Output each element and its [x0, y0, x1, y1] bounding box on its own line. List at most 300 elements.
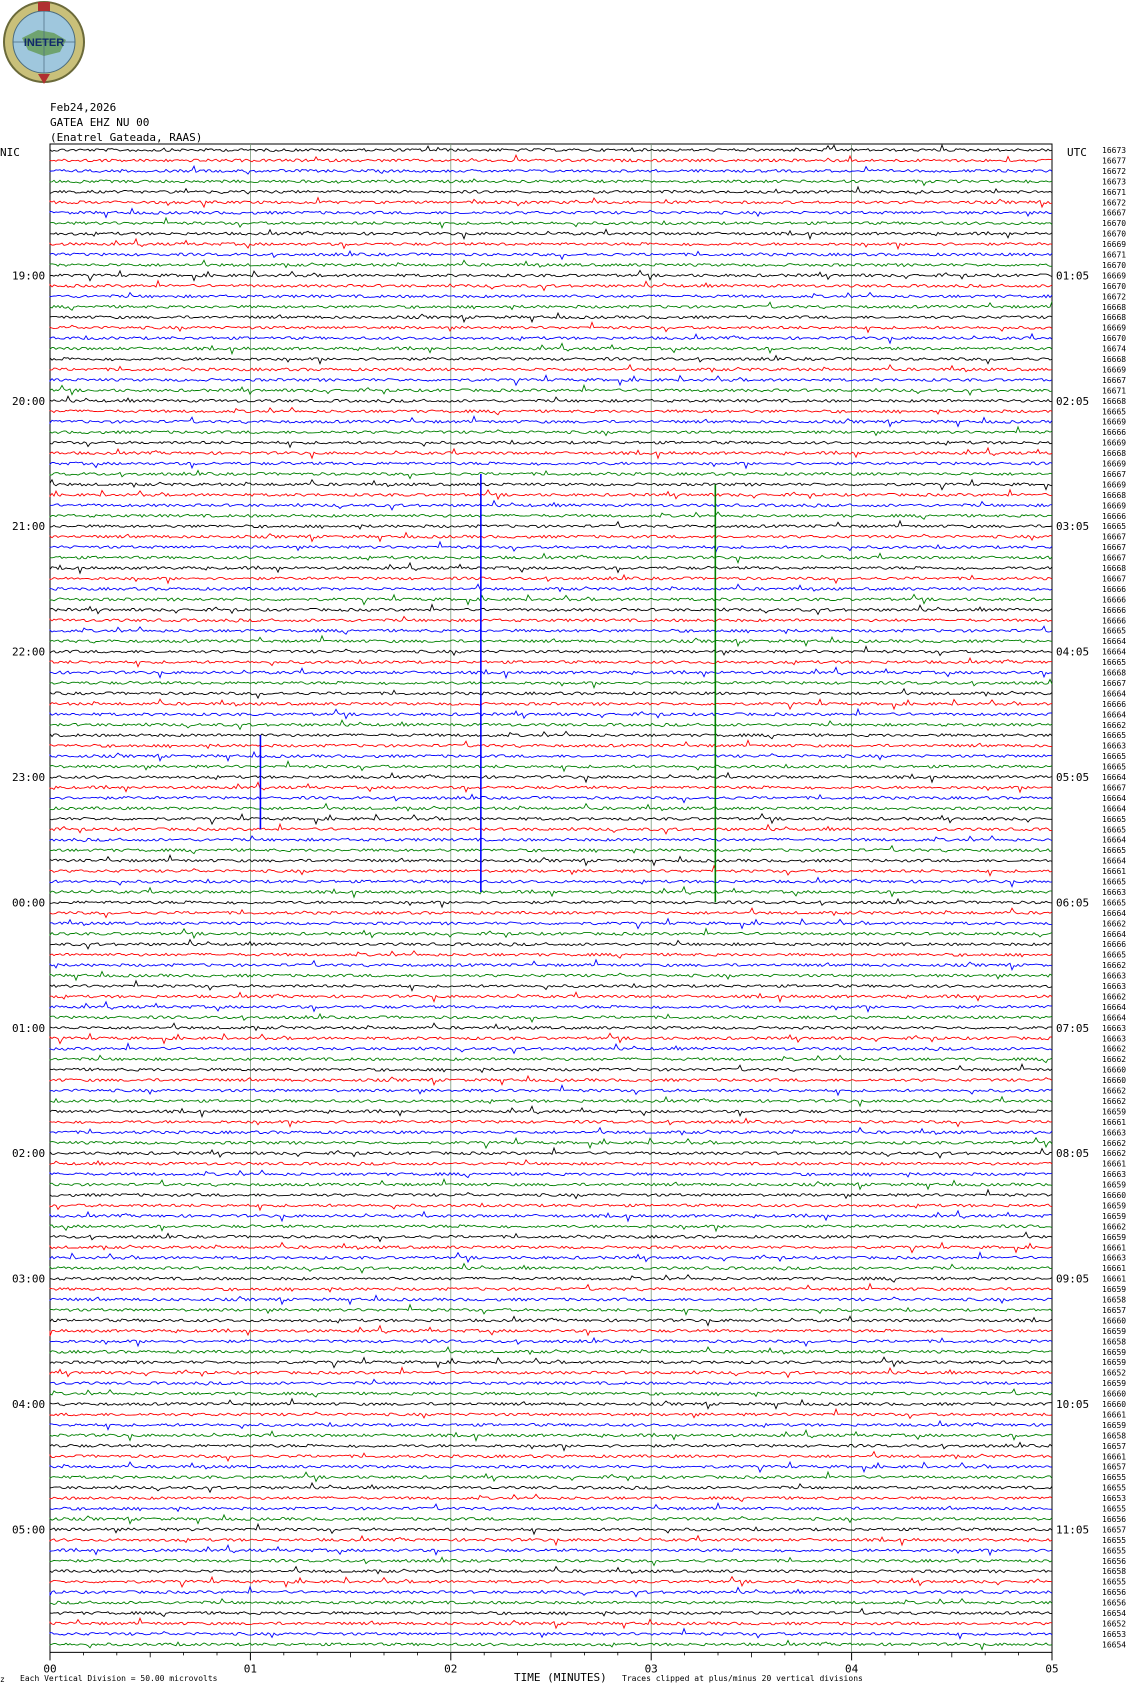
trace-level-value: 16669 — [1102, 240, 1127, 250]
left-time-label: 03:00 — [12, 1272, 46, 1286]
trace-level-value: 16662 — [1102, 1222, 1127, 1232]
trace-level-value: 16662 — [1102, 720, 1127, 730]
trace-level-value: 16672 — [1102, 292, 1127, 302]
seismic-trace — [50, 1347, 1052, 1354]
seismic-trace — [50, 198, 1052, 208]
trace-level-value: 16659 — [1102, 1420, 1127, 1430]
seismic-trace — [50, 804, 1052, 811]
seismic-trace — [50, 1253, 1052, 1263]
trace-level-value: 16671 — [1102, 187, 1127, 197]
trace-level-value: 16652 — [1102, 1619, 1127, 1629]
trace-level-value: 16668 — [1102, 313, 1127, 323]
trace-level-value: 16666 — [1102, 584, 1127, 594]
trace-level-value: 16665 — [1102, 846, 1127, 856]
seismic-trace — [50, 1503, 1052, 1511]
trace-level-value: 16664 — [1102, 929, 1127, 939]
trace-level-value: 16664 — [1102, 856, 1127, 866]
trace-level-value: 16665 — [1102, 825, 1127, 835]
seismic-trace — [50, 575, 1052, 583]
seismic-trace — [50, 270, 1052, 280]
trace-level-value: 16667 — [1102, 553, 1127, 563]
seismic-trace — [50, 179, 1052, 186]
trace-level-value: 16668 — [1102, 302, 1127, 312]
trace-level-value: 16656 — [1102, 1588, 1127, 1598]
seismic-trace — [50, 145, 1052, 151]
seismic-trace — [50, 824, 1052, 834]
trace-level-value: 16669 — [1102, 459, 1127, 469]
seismic-trace — [50, 1515, 1052, 1524]
seismic-trace — [50, 440, 1052, 447]
trace-level-value: 16670 — [1102, 229, 1127, 239]
seismic-trace — [50, 1160, 1052, 1166]
seismic-trace — [50, 699, 1052, 709]
trace-level-value: 16665 — [1102, 877, 1127, 887]
seismic-trace — [50, 1225, 1052, 1231]
x-tick-label: 04 — [844, 1662, 859, 1676]
seismic-trace — [50, 396, 1052, 403]
seismic-trace — [50, 218, 1052, 228]
seismic-trace — [50, 356, 1052, 364]
x-tick-label: 00 — [43, 1662, 57, 1676]
trace-level-value: 16658 — [1102, 1431, 1127, 1441]
trace-level-value: 16667 — [1102, 532, 1127, 542]
seismic-trace — [50, 480, 1052, 490]
trace-level-value: 16665 — [1102, 762, 1127, 772]
trace-level-value: 16667 — [1102, 543, 1127, 553]
seismic-trace — [50, 878, 1052, 887]
trace-level-value: 16660 — [1102, 1076, 1127, 1086]
seismic-trace — [50, 1044, 1052, 1054]
trace-level-value: 16660 — [1102, 1316, 1127, 1326]
trace-level-value: 16657 — [1102, 1462, 1127, 1472]
seismic-trace — [50, 427, 1052, 436]
seismic-trace — [50, 795, 1052, 803]
seismic-trace — [50, 1368, 1052, 1378]
trace-level-value: 16670 — [1102, 281, 1127, 291]
trace-level-value: 16670 — [1102, 260, 1127, 270]
trace-level-value: 16662 — [1102, 1096, 1127, 1106]
trace-level-value: 16669 — [1102, 501, 1127, 511]
trace-level-value: 16663 — [1102, 1023, 1127, 1033]
trace-level-value: 16662 — [1102, 961, 1127, 971]
seismic-trace — [50, 1097, 1052, 1106]
seismic-trace — [50, 709, 1052, 719]
trace-level-value: 16655 — [1102, 1473, 1127, 1483]
seismic-trace — [50, 251, 1052, 259]
seismic-trace — [50, 1536, 1052, 1545]
seismic-trace — [50, 594, 1052, 604]
trace-level-value: 16663 — [1102, 1034, 1127, 1044]
trace-level-value: 16660 — [1102, 1191, 1127, 1200]
trace-level-value: 16659 — [1102, 1347, 1127, 1357]
seismic-trace — [50, 1264, 1052, 1273]
trace-level-value: 16669 — [1102, 365, 1127, 375]
location-label: (Enatrel Gateada, RAAS) — [50, 131, 203, 144]
trace-level-value: 16666 — [1102, 511, 1127, 521]
seismic-trace — [50, 462, 1052, 468]
seismic-trace — [50, 866, 1052, 876]
trace-level-value: 16659 — [1102, 1358, 1127, 1368]
seismic-trace — [50, 1076, 1052, 1085]
trace-level-value: 16659 — [1102, 1180, 1127, 1190]
trace-level-value: 16659 — [1102, 1326, 1127, 1336]
trace-level-value: 16655 — [1102, 1535, 1127, 1545]
seismic-trace — [50, 385, 1052, 395]
trace-level-value: 16659 — [1102, 1201, 1127, 1211]
trace-level-value: 16659 — [1102, 1211, 1127, 1221]
trace-level-value: 16667 — [1102, 574, 1127, 584]
trace-level-value: 16659 — [1102, 1379, 1127, 1389]
seismic-trace — [50, 720, 1052, 729]
trace-level-value: 16662 — [1102, 1138, 1127, 1148]
trace-level-value: 16666 — [1102, 616, 1127, 626]
seismic-trace — [50, 239, 1052, 249]
trace-level-value: 16663 — [1102, 741, 1127, 751]
clip-note: Traces clipped at plus/minus 20 vertical divisions — [622, 1674, 863, 1683]
seismic-trace — [50, 448, 1052, 458]
trace-level-value: 16658 — [1102, 1337, 1127, 1347]
seismic-trace — [50, 1064, 1052, 1072]
seismic-trace — [50, 1389, 1052, 1397]
seismic-trace — [50, 1421, 1052, 1430]
trace-level-value: 16672 — [1102, 166, 1127, 176]
seismic-trace — [50, 1557, 1052, 1565]
trace-level-value: 16669 — [1102, 271, 1127, 281]
trace-level-value: 16670 — [1102, 219, 1127, 229]
trace-level-value: 16663 — [1102, 982, 1127, 991]
left-time-label: 00:00 — [12, 896, 46, 910]
seismic-trace — [50, 1316, 1052, 1325]
seismic-trace — [50, 1462, 1052, 1472]
seismic-trace — [50, 490, 1052, 499]
seismic-trace — [50, 1023, 1052, 1030]
trace-level-value: 16654 — [1102, 1640, 1127, 1650]
seismic-trace — [50, 1640, 1052, 1649]
seismic-trace — [50, 1232, 1052, 1241]
seismic-trace — [50, 293, 1052, 298]
seismic-trace — [50, 617, 1052, 623]
seismic-trace — [50, 992, 1052, 1001]
seismic-trace — [50, 1243, 1052, 1253]
seismic-trace — [50, 646, 1052, 655]
trace-level-value: 16665 — [1102, 731, 1127, 741]
seismic-trace — [50, 1033, 1052, 1043]
trace-level-value: 16666 — [1102, 428, 1127, 438]
station-label: GATEA EHZ NU 00 — [50, 116, 150, 129]
trace-level-value: 16661 — [1102, 1159, 1127, 1169]
right-time-label: 10:05 — [1056, 1398, 1090, 1411]
seismic-trace — [50, 960, 1052, 970]
seismic-trace — [50, 1379, 1052, 1385]
seismic-trace — [50, 1618, 1052, 1628]
seismic-trace — [50, 563, 1052, 573]
left-time-label: 05:00 — [12, 1523, 46, 1537]
seismic-trace — [50, 1399, 1052, 1409]
trace-level-value: 16674 — [1102, 344, 1127, 354]
trace-level-value: 16662 — [1102, 1149, 1127, 1159]
seismic-trace — [50, 1483, 1052, 1492]
trace-level-value: 16663 — [1102, 971, 1127, 981]
trace-level-value: 16661 — [1102, 1243, 1127, 1253]
trace-level-value: 16668 — [1102, 355, 1127, 364]
seismic-trace — [50, 1138, 1052, 1148]
right-time-label: 06:05 — [1056, 896, 1090, 910]
trace-level-value: 16664 — [1102, 647, 1127, 657]
trace-level-value: 16664 — [1102, 637, 1127, 647]
seismic-trace — [50, 1609, 1052, 1617]
x-axis-label: TIME (MINUTES) — [514, 1671, 607, 1684]
trace-level-value: 16672 — [1102, 198, 1127, 208]
seismic-trace — [50, 260, 1052, 267]
left-zone-label: NIC — [0, 146, 20, 159]
right-time-label: 07:05 — [1056, 1021, 1090, 1035]
trace-level-value: 16664 — [1102, 793, 1127, 803]
trace-level-value: 16666 — [1102, 699, 1127, 709]
seismic-trace — [50, 940, 1052, 949]
trace-level-value: 16658 — [1102, 1567, 1127, 1577]
x-tick-label: 02 — [444, 1662, 458, 1676]
seismic-trace — [50, 155, 1052, 162]
trace-level-value: 16667 — [1102, 783, 1127, 793]
seismic-trace — [50, 471, 1052, 479]
seismic-trace — [50, 908, 1052, 917]
trace-level-value: 16664 — [1102, 689, 1127, 699]
seismic-trace — [50, 408, 1052, 415]
right-time-label: 04:05 — [1056, 645, 1090, 659]
trace-level-value: 16669 — [1102, 417, 1127, 427]
seismic-trace — [50, 1409, 1052, 1418]
trace-level-value: 16661 — [1102, 1274, 1127, 1284]
trace-level-value: 16660 — [1102, 1400, 1127, 1409]
seismic-trace — [50, 929, 1052, 938]
left-time-label: 01:00 — [12, 1021, 46, 1035]
seismic-trace — [50, 814, 1052, 824]
seismic-trace — [50, 1014, 1052, 1022]
seismic-trace — [50, 1211, 1052, 1221]
seismic-trace — [50, 1452, 1052, 1461]
seismic-trace — [50, 1494, 1052, 1501]
trace-level-value: 16662 — [1102, 1044, 1127, 1054]
seismic-trace — [50, 187, 1052, 194]
trace-level-value: 16661 — [1102, 867, 1127, 877]
seismic-trace — [50, 689, 1052, 698]
trace-level-value: 16663 — [1102, 1128, 1127, 1138]
trace-level-value: 16663 — [1102, 887, 1127, 897]
right-time-label: 05:05 — [1056, 771, 1090, 784]
left-time-label: 19:00 — [12, 269, 46, 283]
trace-level-value: 16658 — [1102, 1295, 1127, 1305]
scale-label: Each Vertical Division = 50.00 microvolts — [20, 1674, 218, 1683]
seismic-trace — [50, 512, 1052, 519]
seismic-trace — [50, 1118, 1052, 1126]
trace-level-value: 16660 — [1102, 1389, 1127, 1399]
seismic-trace — [50, 680, 1052, 688]
seismic-trace — [50, 343, 1052, 353]
seismic-trace — [50, 1128, 1052, 1135]
trace-level-value: 16657 — [1102, 1441, 1127, 1451]
trace-level-value: 16665 — [1102, 626, 1127, 636]
trace-level-value: 16659 — [1102, 1285, 1127, 1295]
trace-level-value: 16655 — [1102, 1483, 1127, 1493]
seismic-trace — [50, 773, 1052, 782]
seismic-trace — [50, 1472, 1052, 1481]
trace-level-value: 16655 — [1102, 1546, 1127, 1556]
trace-level-value: 16664 — [1102, 835, 1127, 845]
trace-level-value: 16665 — [1102, 752, 1127, 762]
trace-level-value: 16653 — [1102, 1629, 1127, 1639]
seismic-trace — [50, 553, 1052, 562]
right-time-label: 09:05 — [1056, 1272, 1090, 1286]
seismic-trace — [50, 533, 1052, 542]
trace-level-value: 16669 — [1102, 480, 1127, 490]
trace-level-value: 16677 — [1102, 156, 1127, 166]
trace-level-value: 16655 — [1102, 1577, 1127, 1587]
seismic-trace — [50, 166, 1052, 174]
left-time-label: 21:00 — [12, 520, 46, 534]
trace-level-value: 16659 — [1102, 1107, 1127, 1117]
trace-level-value: 16656 — [1102, 1514, 1127, 1524]
seismic-trace — [50, 1305, 1052, 1315]
seismic-trace — [50, 209, 1052, 218]
seismic-trace — [50, 1587, 1052, 1597]
trace-level-value: 16666 — [1102, 605, 1127, 615]
left-time-label: 04:00 — [12, 1398, 46, 1411]
seismic-trace — [50, 761, 1052, 771]
seismic-trace — [50, 836, 1052, 842]
seismic-trace — [50, 416, 1052, 426]
trace-level-value: 16668 — [1102, 449, 1127, 459]
trace-level-value: 16661 — [1102, 1410, 1127, 1420]
trace-level-value: 16668 — [1102, 668, 1127, 678]
seismic-trace — [50, 636, 1052, 646]
trace-level-value: 16652 — [1102, 1368, 1127, 1378]
seismic-trace — [50, 302, 1052, 311]
left-time-label: 23:00 — [12, 771, 46, 784]
seismic-trace — [50, 1106, 1052, 1116]
seismic-trace — [50, 1284, 1052, 1292]
seismic-trace — [50, 375, 1052, 385]
right-time-label: 02:05 — [1056, 394, 1090, 408]
left-time-label: 22:00 — [12, 645, 46, 659]
seismic-trace — [50, 782, 1052, 792]
seismic-trace — [50, 1085, 1052, 1095]
trace-level-value: 16665 — [1102, 898, 1127, 908]
trace-level-value: 16673 — [1102, 177, 1127, 187]
trace-level-value: 16656 — [1102, 1598, 1127, 1608]
seismic-trace — [50, 1055, 1052, 1062]
trace-level-value: 16664 — [1102, 710, 1127, 720]
seismic-trace — [50, 951, 1052, 958]
seismic-trace — [50, 1442, 1052, 1450]
trace-level-value: 16657 — [1102, 1305, 1127, 1315]
x-tick-label: 05 — [1045, 1662, 1059, 1676]
trace-level-value: 16662 — [1102, 919, 1127, 929]
seismic-trace — [50, 1295, 1052, 1304]
seismic-trace — [50, 1629, 1052, 1639]
seismic-trace — [50, 1567, 1052, 1574]
right-time-label: 01:05 — [1056, 269, 1090, 283]
trace-level-value: 16664 — [1102, 908, 1127, 918]
trace-level-value: 16669 — [1102, 323, 1127, 333]
seismic-trace — [50, 1577, 1052, 1587]
seismic-trace — [50, 658, 1052, 667]
trace-level-value: 16673 — [1102, 146, 1127, 155]
trace-level-value: 16670 — [1102, 334, 1127, 344]
seismic-trace — [50, 1203, 1052, 1210]
trace-level-value: 16668 — [1102, 564, 1127, 573]
trace-level-value: 16663 — [1102, 1253, 1127, 1263]
trace-level-value: 16665 — [1102, 814, 1127, 824]
trace-level-value: 16665 — [1102, 407, 1127, 417]
seismic-trace — [50, 313, 1052, 322]
seismic-trace — [50, 584, 1052, 591]
left-time-label: 02:00 — [12, 1147, 46, 1161]
trace-level-value: 16671 — [1102, 250, 1127, 260]
trace-level-value: 16653 — [1102, 1494, 1127, 1504]
seismic-trace — [50, 887, 1052, 897]
seismic-trace — [50, 1326, 1052, 1336]
trace-level-value: 16664 — [1102, 773, 1127, 782]
trace-level-value: 16668 — [1102, 490, 1127, 500]
seismic-trace — [50, 1179, 1052, 1189]
seismic-trace — [50, 855, 1052, 865]
trace-level-value: 16667 — [1102, 375, 1127, 385]
trace-level-value: 16666 — [1102, 940, 1127, 950]
seismic-trace — [50, 1002, 1052, 1012]
x-tick-label: 01 — [243, 1662, 258, 1676]
trace-level-value: 16667 — [1102, 208, 1127, 218]
trace-level-value: 16654 — [1102, 1609, 1127, 1618]
trace-level-value: 16665 — [1102, 950, 1127, 960]
trace-level-value: 16667 — [1102, 469, 1127, 479]
trace-level-value: 16664 — [1102, 1002, 1127, 1012]
seismic-trace — [50, 1148, 1052, 1158]
trace-level-value: 16657 — [1102, 1525, 1127, 1535]
seismic-trace — [50, 846, 1052, 854]
trace-level-value: 16666 — [1102, 595, 1127, 605]
trace-level-value: 16660 — [1102, 1065, 1127, 1075]
seismic-trace — [50, 501, 1052, 510]
seismic-trace — [50, 752, 1052, 761]
seismic-trace — [50, 1338, 1052, 1346]
seismic-trace — [50, 1357, 1052, 1367]
seismic-trace — [50, 322, 1052, 332]
trace-level-value: 16668 — [1102, 396, 1127, 406]
logo-text: INETER — [23, 37, 65, 49]
left-time-label: 20:00 — [12, 394, 46, 408]
trace-level-value: 16664 — [1102, 804, 1127, 814]
trace-level-value: 16667 — [1102, 678, 1127, 688]
seismic-trace — [50, 626, 1052, 634]
trace-level-value: 16664 — [1102, 1013, 1127, 1023]
seismic-trace — [50, 1170, 1052, 1177]
seismic-trace — [50, 1545, 1052, 1555]
seismic-trace — [50, 229, 1052, 238]
seismic-trace — [50, 521, 1052, 529]
right-time-label: 03:05 — [1056, 520, 1090, 534]
seismic-trace — [50, 981, 1052, 991]
seismic-trace — [50, 899, 1052, 907]
x-tick-label: 03 — [644, 1662, 658, 1676]
seismic-trace — [50, 1524, 1052, 1534]
seismic-trace — [50, 667, 1052, 677]
seismic-trace — [50, 1275, 1052, 1282]
seismic-trace — [50, 334, 1052, 343]
trace-level-value: 16655 — [1102, 1504, 1127, 1514]
seismic-trace — [50, 1599, 1052, 1605]
seismic-trace — [50, 281, 1052, 291]
right-time-label: 08:05 — [1056, 1147, 1090, 1161]
